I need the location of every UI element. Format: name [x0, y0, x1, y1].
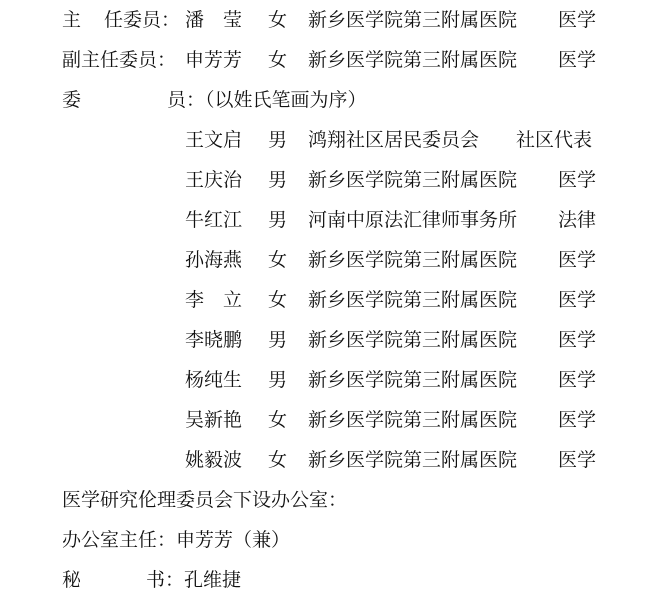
office-secretary-label-b: 书：孔维捷 [146, 569, 242, 591]
member-unit: 新乡医学院第三附属医院 [308, 329, 518, 351]
office-secretary-row [0, 566, 650, 594]
member-name: 姚毅波 [185, 449, 243, 471]
member-name: 吴新艳 [185, 409, 243, 431]
member-field: 医学 [558, 369, 597, 391]
member-name: 孙海燕 [185, 249, 243, 271]
members-heading [0, 86, 650, 114]
members-heading-label-a: 委 [62, 89, 82, 111]
member-unit: 新乡医学院第三附属医院 [308, 369, 518, 391]
office-director-row [0, 526, 650, 554]
chair-gender: 女 [268, 9, 288, 31]
chair-field: 医学 [558, 9, 597, 31]
member-row [0, 446, 650, 474]
member-row [0, 286, 650, 314]
member-name: 王庆治 [185, 169, 243, 191]
vice-chair-field: 医学 [558, 49, 597, 71]
chair-row [0, 6, 650, 34]
member-row [0, 126, 650, 154]
vice-chair-gender: 女 [268, 49, 288, 71]
member-unit: 新乡医学院第三附属医院 [308, 289, 518, 311]
member-field: 法律 [558, 209, 597, 231]
member-name: 李 立 [185, 289, 243, 311]
member-unit: 新乡医学院第三附属医院 [308, 169, 518, 191]
member-gender: 女 [268, 249, 288, 271]
member-row [0, 326, 650, 354]
member-gender: 女 [268, 409, 288, 431]
chair-label-a: 主 [62, 9, 82, 31]
member-row [0, 246, 650, 274]
member-unit: 新乡医学院第三附属医院 [308, 449, 518, 471]
member-name: 王文启 [185, 129, 243, 151]
member-gender: 男 [268, 169, 288, 191]
vice-chair-name: 申芳芳 [185, 49, 243, 71]
member-gender: 男 [268, 329, 288, 351]
member-row [0, 206, 650, 234]
member-field: 社区代表 [516, 129, 593, 151]
member-gender: 男 [268, 129, 288, 151]
member-name: 牛红江 [185, 209, 243, 231]
member-unit: 河南中原法汇律师事务所 [308, 209, 518, 231]
member-gender: 女 [268, 449, 288, 471]
chair-name: 潘 莹 [185, 9, 243, 31]
office-heading: 医学研究伦理委员会下设办公室： [62, 489, 348, 511]
member-name: 李晓鹏 [185, 329, 243, 351]
member-row [0, 406, 650, 434]
chair-label-b: 任委员： [104, 9, 181, 31]
member-gender: 男 [268, 369, 288, 391]
vice-chair-unit: 新乡医学院第三附属医院 [308, 49, 518, 71]
chair-unit: 新乡医学院第三附属医院 [308, 9, 518, 31]
member-row [0, 366, 650, 394]
member-field: 医学 [558, 169, 597, 191]
office-secretary-label-a: 秘 [62, 569, 82, 591]
member-unit: 新乡医学院第三附属医院 [308, 249, 518, 271]
member-row [0, 166, 650, 194]
member-gender: 男 [268, 209, 288, 231]
member-field: 医学 [558, 409, 597, 431]
member-name: 杨纯生 [185, 369, 243, 391]
vice-chair-row [0, 46, 650, 74]
members-heading-label-b: 员：（以姓氏笔画为序） [167, 89, 367, 111]
member-gender: 女 [268, 289, 288, 311]
member-field: 医学 [558, 289, 597, 311]
member-field: 医学 [558, 249, 597, 271]
office-director: 办公室主任：申芳芳（兼） [62, 529, 291, 551]
vice-chair-label: 副主任委员： [62, 49, 177, 71]
member-field: 医学 [558, 329, 597, 351]
member-unit: 新乡医学院第三附属医院 [308, 409, 518, 431]
member-field: 医学 [558, 449, 597, 471]
member-unit: 鸿翔社区居民委员会 [308, 129, 480, 151]
office-heading-row [0, 486, 650, 514]
